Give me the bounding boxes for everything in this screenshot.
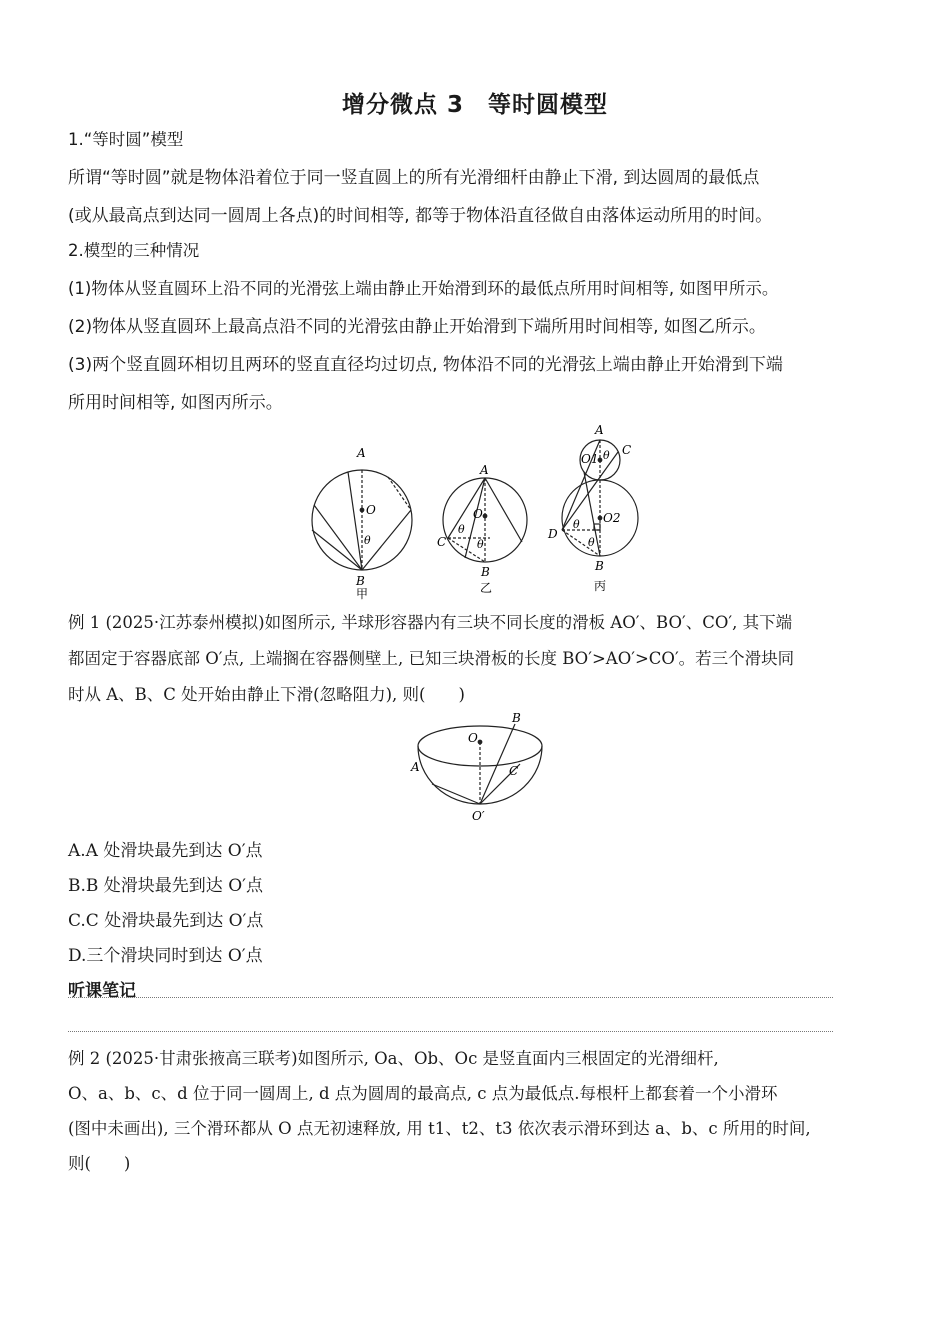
bing-label-d: D — [548, 527, 558, 541]
option-b[interactable]: B.B 处滑块最先到达 O′点 — [68, 876, 263, 896]
option-c[interactable]: C.C 处滑块最先到达 O′点 — [68, 911, 264, 931]
yi-caption: 乙 — [480, 581, 493, 595]
yi-label-b: B — [481, 565, 490, 579]
equal-time-circle-figures — [300, 420, 650, 600]
hemi-label-c: C — [509, 764, 519, 778]
hemi-label-o-prime: O′ — [472, 809, 485, 823]
example2-line: O、a、b、c、d 位于同一圆周上, d 点为圆周的最高点, c 点为最低点.每根杆上都套着一个小滑环 — [68, 1084, 778, 1103]
example1-line: 时从 A、B、C 处开始由静止下滑(忽略阻力), 则( ) — [68, 685, 465, 704]
notes-line[interactable] — [68, 1031, 833, 1032]
hemi-label-o: O — [468, 731, 478, 745]
hemi-label-b: B — [512, 711, 521, 725]
yi-label-theta2: θ — [477, 538, 484, 551]
notes-label: 听课笔记 — [68, 981, 136, 1001]
case-3-text-cont: 所用时间相等, 如图丙所示。 — [68, 393, 283, 413]
figure-bing — [562, 440, 638, 556]
bing-label-a: A — [595, 423, 604, 437]
hemi-label-a: A — [411, 760, 420, 774]
example2-line: (图中未画出), 三个滑环都从 O 点无初速释放, 用 t1、t2、t3 依次表示滑环到达 a、b、c 所用的时间, — [68, 1119, 811, 1138]
bing-label-c: C — [622, 443, 632, 457]
bing-label-b: B — [595, 559, 604, 573]
bing-label-o1: O1 — [581, 452, 599, 466]
bing-label-theta-mid: θ — [573, 518, 580, 531]
paragraph-line: (或从最高点到达同一圆周上各点)的时间相等, 都等于物体沿直径做自由落体运动所用的时间。 — [68, 206, 773, 226]
figure-jia — [312, 470, 412, 570]
yi-label-a: A — [480, 463, 489, 477]
page-title: 增分微点 3 等时圆模型 — [341, 92, 608, 118]
figure-yi — [443, 478, 527, 562]
section1-heading: 1.“等时圆”模型 — [68, 130, 184, 149]
yi-label-c: C — [437, 535, 447, 549]
hemisphere-figure — [405, 708, 555, 828]
jia-label-o: O — [366, 503, 376, 517]
bing-label-theta-low: θ — [588, 536, 595, 549]
notes-line[interactable] — [68, 997, 833, 998]
case-1-text: (1)物体从竖直圆环上沿不同的光滑弦上端由静止开始滑到环的最低点所用时间相等, 如图甲所示。 — [68, 279, 779, 298]
example2-line: 例 2 (2025·甘肃张掖高三联考)如图所示, Oa、Ob、Oc 是竖直面内三根固定的光滑细杆, — [68, 1049, 719, 1068]
yi-label-o: O — [473, 507, 483, 521]
example1-line: 都固定于容器底部 O′点, 上端搁在容器侧壁上, 已知三块滑板的长度 BO′>AO′>CO′。若三个滑块同 — [68, 649, 795, 668]
jia-caption: 甲 — [356, 587, 369, 600]
option-a[interactable]: A.A 处滑块最先到达 O′点 — [68, 841, 263, 861]
example2-line: 则( ) — [68, 1154, 131, 1173]
jia-label-theta: θ — [364, 534, 371, 547]
case-3-text: (3)两个竖直圆环相切且两环的竖直直径均过切点, 物体沿不同的光滑弦上端由静止开始滑到下端 — [68, 355, 783, 375]
option-d[interactable]: D.三个滑块同时到达 O′点 — [68, 946, 263, 966]
example1-line: 例 1 (2025·江苏泰州模拟)如图所示, 半球形容器内有三块不同长度的滑板 AO′、BO′、CO′, 其下端 — [68, 613, 793, 632]
bing-label-theta-top: θ — [603, 449, 610, 462]
jia-label-b: B — [356, 574, 365, 588]
section2-heading: 2.模型的三种情况 — [68, 241, 200, 260]
bing-caption: 丙 — [594, 579, 607, 593]
yi-label-theta1: θ — [458, 523, 465, 536]
case-2-text: (2)物体从竖直圆环上最高点沿不同的光滑弦由静止开始滑到下端所用时间相等, 如图乙所示。 — [68, 317, 766, 337]
paragraph-line: 所谓“等时圆”就是物体沿着位于同一竖直圆上的所有光滑细杆由静止下滑, 到达圆周的最低点 — [68, 168, 760, 188]
jia-label-a: A — [357, 446, 366, 460]
bing-label-o2: O2 — [603, 511, 621, 525]
